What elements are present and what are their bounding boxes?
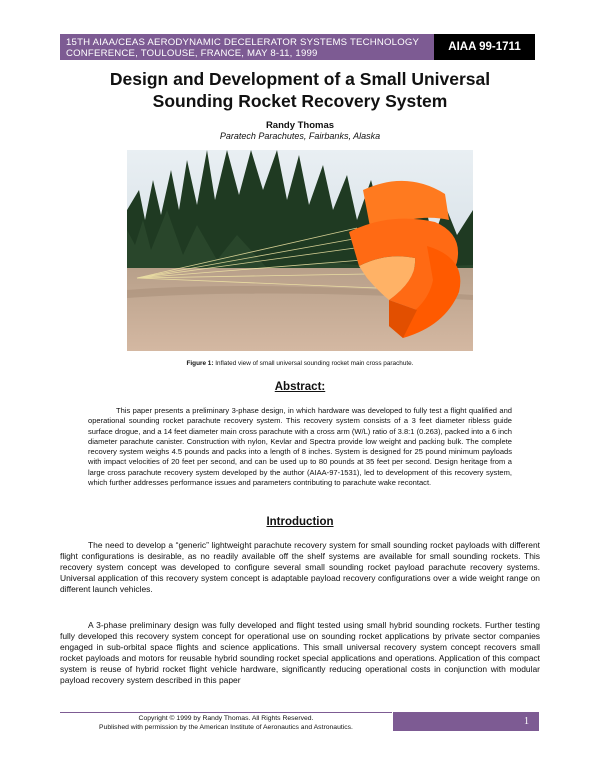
title-line-1: Design and Development of a Small Universal: [109, 69, 491, 89]
page-number: 1: [393, 712, 539, 731]
conference-banner: [60, 34, 434, 60]
paper-id-badge: AIAA 99-1711: [434, 34, 535, 60]
figure-caption: [60, 360, 540, 367]
introduction-paragraph-2: A 3-phase preliminary design was fully developed and flight tested using small hybrid sounding rockets. Further testing fully developed this recovery system concept for operational use on sounding rocket applications by private sector companies engaged in sub-orbital space flights and science applications. This small universal recovery system concept recovers small rocket payloads and motors for reusable hybrid sounding rocket special applications and operations. Application of this compact system is reuse of hybrid rocket flight vehicle hardware, significantly reducing operational costs in conjunction with modular payload recovery system described in this paper: [60, 620, 540, 685]
figure-caption-text: Inflated view of small universal sounding rocket main cross parachute.: [215, 360, 414, 367]
author-name: Randy Thomas: [265, 120, 335, 131]
introduction-heading: Introduction: [266, 516, 334, 528]
conference-line-1: 15TH AIAA/CEAS AERODYNAMIC DECELERATOR SYSTEMS TECHNOLOGY: [66, 37, 420, 48]
parachute-photo: [127, 150, 473, 351]
title-line-2: Sounding Rocket Recovery System: [152, 91, 448, 111]
conference-line-2: CONFERENCE, TOULOUSE, FRANCE, MAY 8-11, 1999: [66, 48, 318, 59]
footer-copyright: [60, 712, 392, 732]
paper-title: [60, 68, 540, 112]
abstract-text: This paper presents a preliminary 3-phase design, in which hardware was developed to fully test a flight qualified and operational sounding rocket parachute recovery system. This recovery system consists of a 3 feet diameter ribless guide surface drogue, and a 14 feet diameter main cross parachute with a cross arm (W/L) ratio of 3.8:1 (0.263), packed into a 6 inch diameter parachute canister. Construction with nylon, Kevlar and Spectra provide low weight and packing bulk. The complete recovery system weighs 4.5 pounds and packs into a length of 8 inches. System is designed for 25 pound minimum payloads with impact velocities of 20 feet per second, and can be used up to 80 pounds at 35 feet per second. Design heritage from a large cross parachute recovery system developed by the author (AIAA-97-1531), led to development of this recovery system, which further addresses performance issues and parameters contributing to parachute wake recontact.: [88, 406, 512, 488]
abstract-heading: Abstract:: [274, 381, 326, 393]
permission-line: Published with permission by the American Institute of Aeronautics and Astronautics.: [99, 724, 353, 731]
copyright-line: Copyright © 1999 by Randy Thomas. All Rights Reserved.: [138, 715, 314, 722]
figure-label: Figure 1:: [186, 360, 214, 367]
introduction-paragraph-1: The need to develop a “generic” lightweight parachute recovery system for small sounding rocket payloads with different flight configurations is desirable, as no readily available off the shelf systems are available for small sounding rockets. This recovery system concept was developed to configure several small sounding rocket payload parachute recovery systems. Universal application of this recovery system concept is adaptable payload recovery configurations over a wide weight range on different launch vehicles.: [60, 540, 540, 594]
author-affiliation: Paratech Parachutes, Fairbanks, Alaska: [219, 131, 381, 141]
